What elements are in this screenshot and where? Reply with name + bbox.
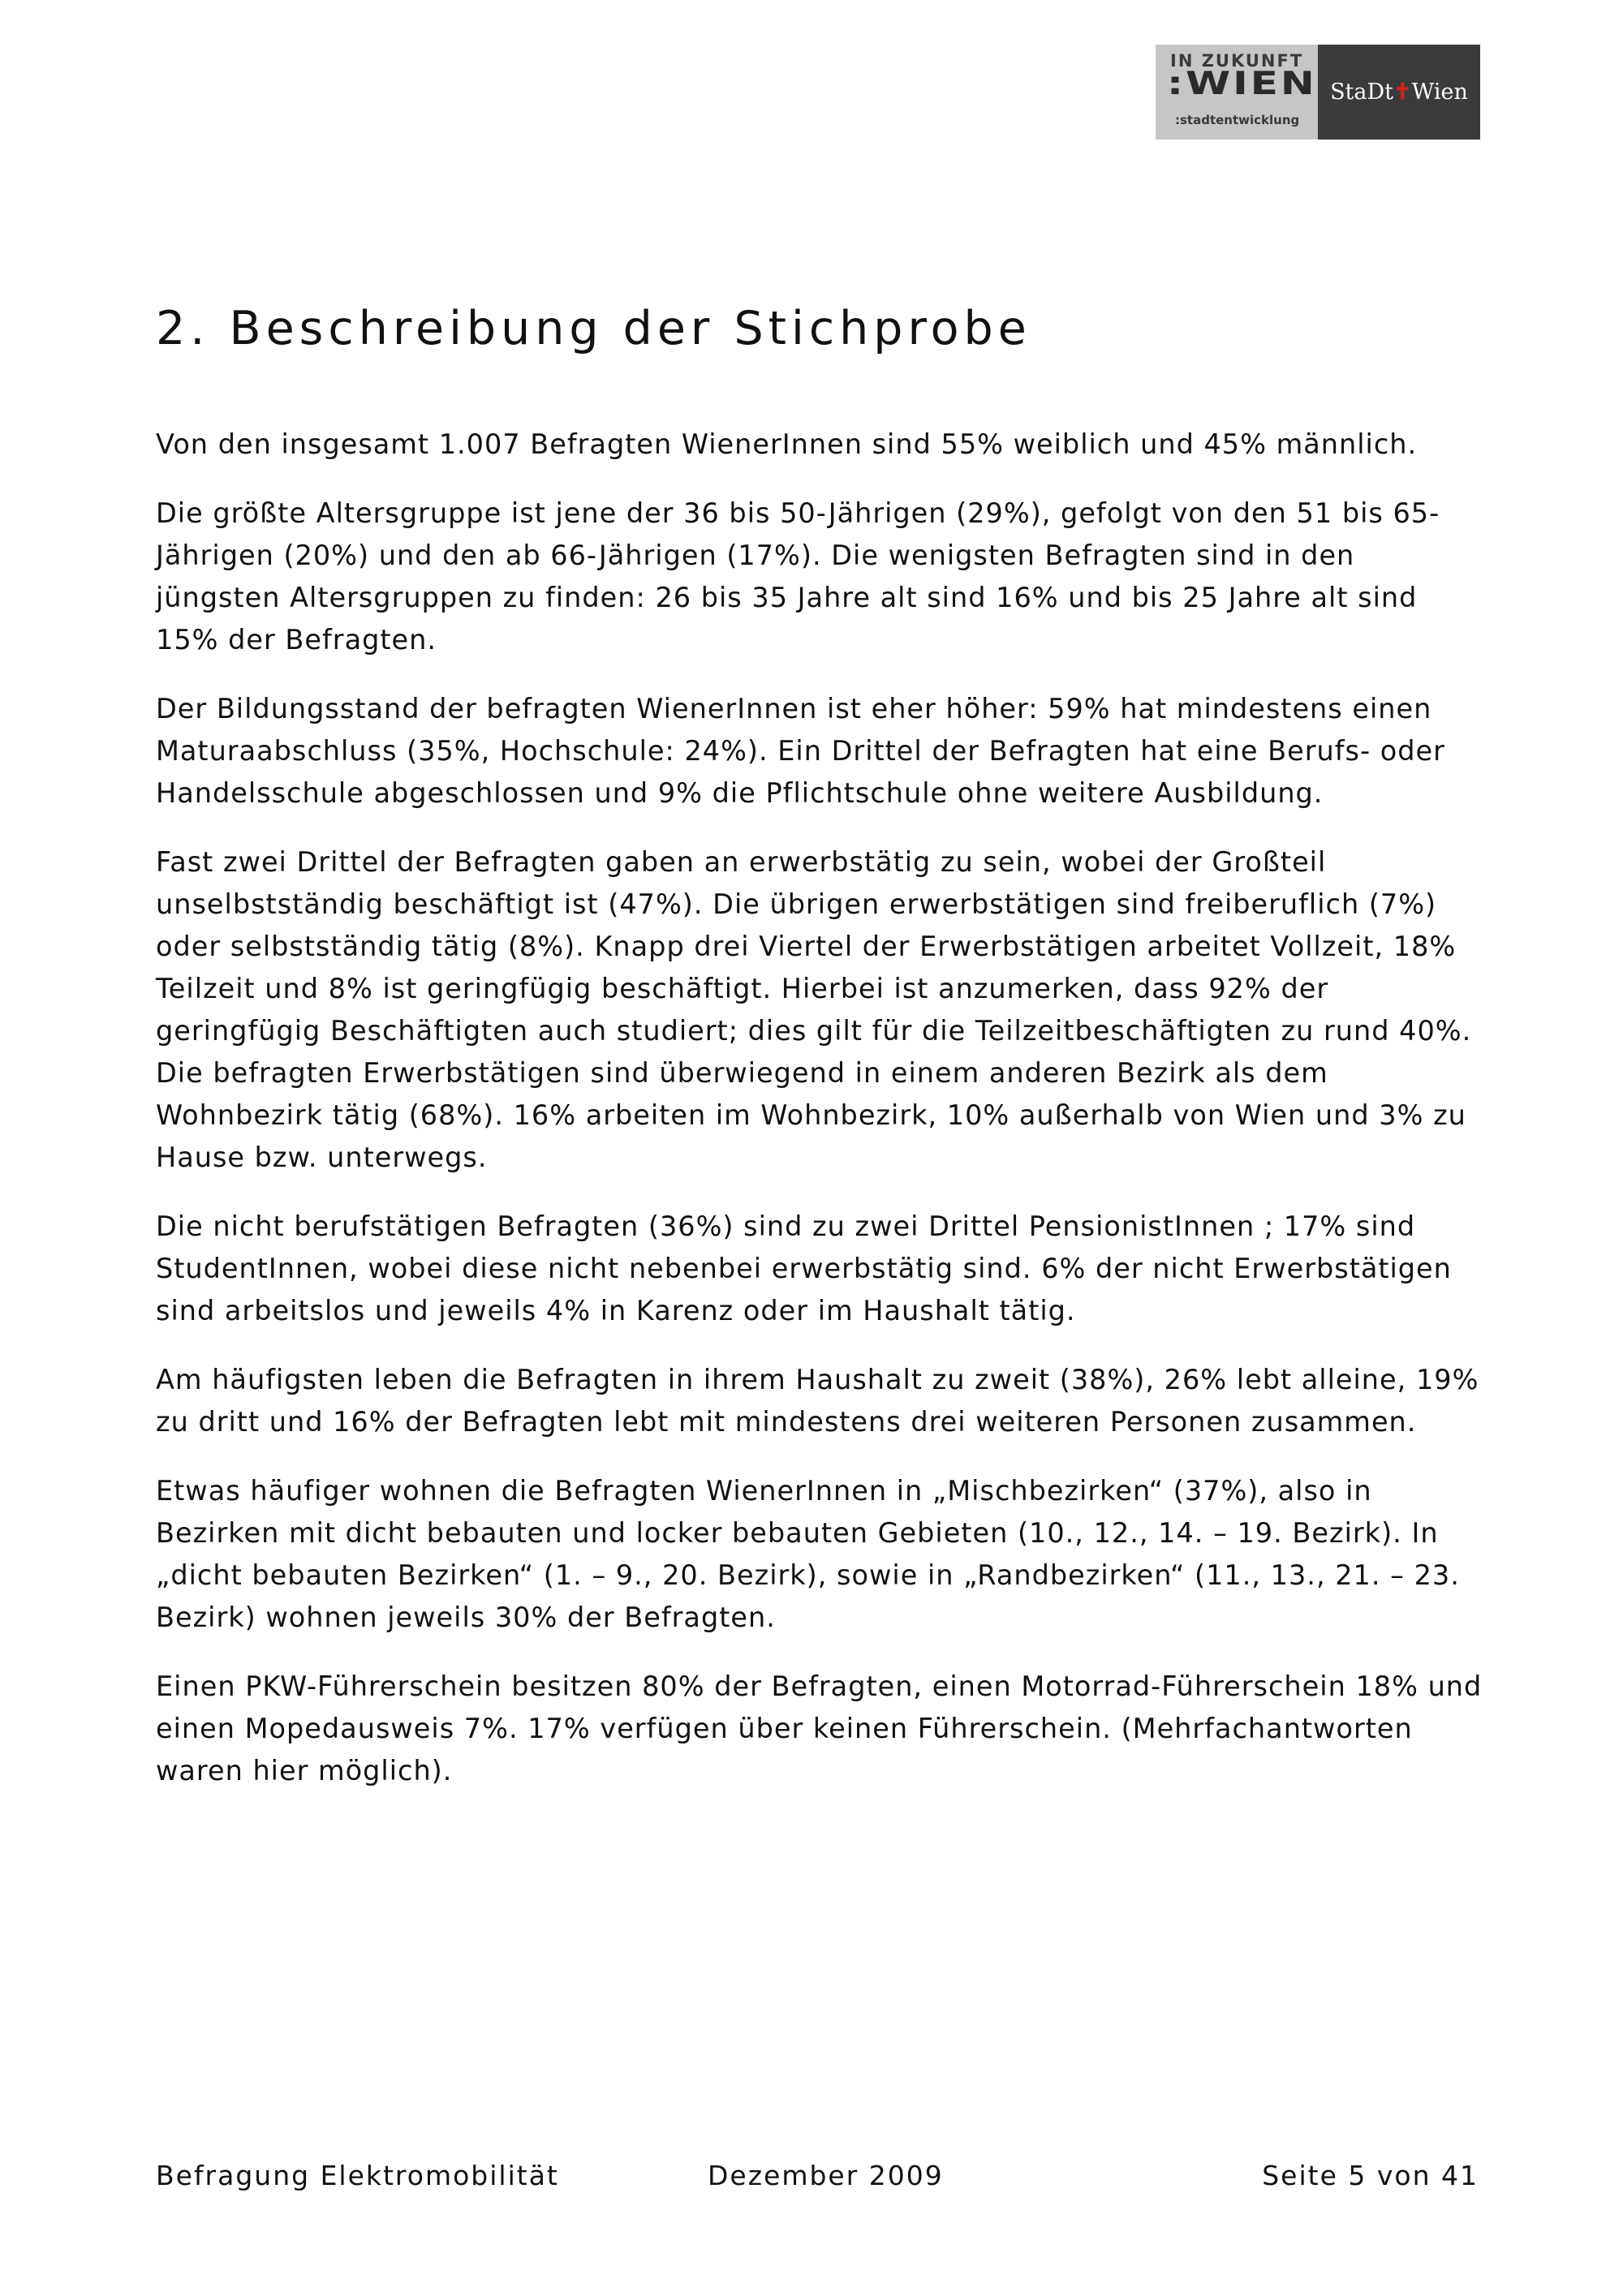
paragraph-age-groups: Die größte Altersgruppe ist jene der 36 bis 50-Jährigen (29%), gefolgt von den 51 bis 65-Jährigen (20%) und den ab 66-Jährigen (17%). Die wenigsten Befragten sind in den jüngsten Altersgruppen zu finden: 26 bis 35 Jahre alt sind 16% und bis 25 Jahre alt sind 15% der Befragten.	[156, 497, 1440, 656]
paragraph-gender: Von den insgesamt 1.007 Befragten WienerInnen sind 55% weiblich und 45% männlich.	[156, 428, 1418, 460]
document-body	[156, 300, 1487, 1819]
paragraph-household: Am häufigsten leben die Befragten in ihrem Haushalt zu zweit (38%), 26% lebt alleine, 19% zu dritt und 16% der Befragten lebt mit mindestens drei weiteren Personen zusammen.	[156, 1364, 1479, 1438]
header-logo	[1156, 45, 1480, 140]
section-heading: 2. Beschreibung der Stichprobe	[156, 302, 1031, 355]
cross-icon: ✝	[1393, 80, 1412, 105]
wien-text: Wien	[1411, 80, 1468, 105]
footer-date: Dezember 2009	[708, 2160, 944, 2191]
paragraph-districts: Etwas häufiger wohnen die Befragten WienerInnen in „Mischbezirken“ (37%), also in Bezirken mit dicht bebauten und locker bebauten Gebieten (10., 12., 14. – 19. Bezirk). In „dicht bebauten Bezirken“ (1. – 9., 20. Bezirk), sowie in „Randbezirken“ (11., 13., 21. – 23. Bezirk) wohnen jeweils 30% der Befragten.	[156, 1475, 1460, 1633]
page-footer	[156, 2160, 1479, 2197]
paragraph-education: Der Bildungsstand der befragten WienerInnen ist eher höher: 59% hat mindestens einen Maturaabschluss (35%, Hochschule: 24%). Ein Drittel der Befragten hat eine Berufs- oder Handelsschule abgeschlossen und 9% die Pflichtschule ohne weitere Ausbildung.	[156, 693, 1445, 809]
stadt-wien-wordmark	[1330, 80, 1468, 105]
wien-stadtentwicklung-logo	[1156, 45, 1318, 140]
logo-tagline: IN ZUKUNFT	[1170, 51, 1304, 71]
paragraph-licenses: Einen PKW-Führerschein besitzen 80% der Befragten, einen Motorrad-Führerschein 18% und einen Mopedausweis 7%. 17% verfügen über keinen Führerschein. (Mehrfachantworten waren hier möglich).	[156, 1670, 1483, 1786]
stadt-text: StaDt	[1330, 80, 1394, 105]
paragraph-employment: Fast zwei Drittel der Befragten gaben an erwerbstätig zu sein, wobei der Großteil unselbstständig beschäftigt ist (47%). Die übrigen erwerbstätigen sind freiberuflich (7%) oder selbstständig tätig (8%). Knapp drei Viertel der Erwerbstätigen arbeitet Vollzeit, 18% Teilzeit und 8% ist geringfügig beschäftigt. Hierbei ist anzumerken, dass 92% der geringfügig Beschäftigten auch studiert; dies gilt für die Teilzeitbeschäftigten zu rund 40%. Die befragten Erwerbstätigen sind überwiegend in einem anderen Bezirk als dem Wohnbezirk tätig (68%). 16% arbeiten im Wohnbezirk, 10% außerhalb von Wien und 3% zu Hause bzw. unterwegs.	[156, 846, 1472, 1173]
logo-wordmark: :WIEN	[1167, 65, 1317, 102]
footer-title: Befragung Elektromobilität	[156, 2160, 559, 2191]
stadt-wien-logo	[1318, 45, 1480, 140]
logo-subtitle: :stadtentwicklung	[1175, 113, 1300, 127]
footer-page-number: Seite 5 von 41	[1262, 2160, 1479, 2191]
paragraph-non-employed: Die nicht berufstätigen Befragten (36%) sind zu zwei Drittel PensionistInnen ; 17% sind StudentInnen, wobei diese nicht nebenbei erwerbstätig sind. 6% der nicht Erwerbstätigen sind arbeitslos und jeweils 4% in Karenz oder im Haushalt tätig.	[156, 1210, 1452, 1326]
